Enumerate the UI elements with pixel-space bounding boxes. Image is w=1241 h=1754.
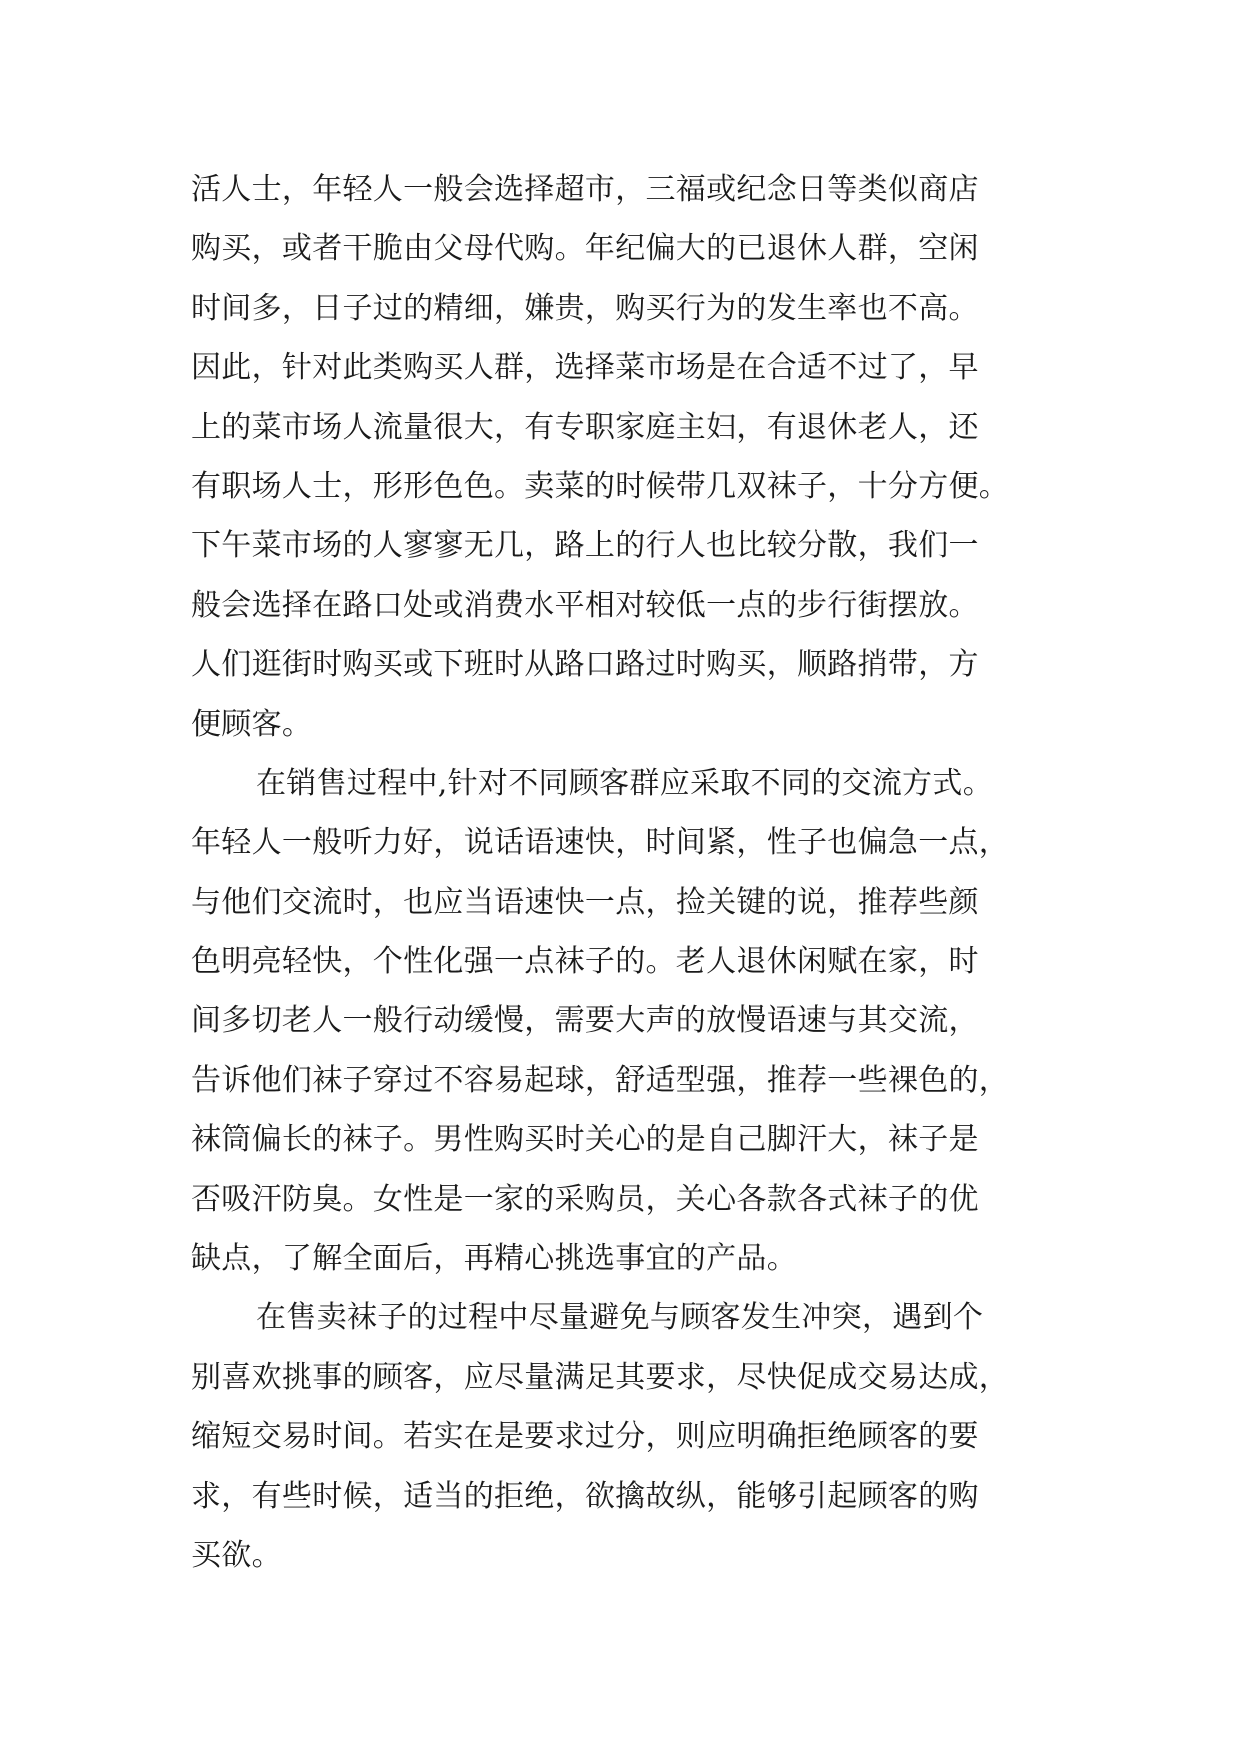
text-line: 购买，或者干脆由父母代购。年纪偏大的已退休人群，空闲 (191, 231, 979, 267)
text-line: 因此，针对此类购买人群，选择菜市场是在合适不过了，早 (191, 350, 979, 386)
paragraph-first-line: 在销售过程中,针对不同顾客群应采取不同的交流方式。 (256, 765, 994, 801)
text-line: 买欲。 (191, 1537, 282, 1573)
text-line: 告诉他们袜子穿过不容易起球，舒适型强，推荐一些裸色的， (191, 1062, 1010, 1098)
text-line: 人们逛街时购买或下班时从路口路过时购买，顺路捎带，方 (191, 647, 979, 683)
text-line: 般会选择在路口处或消费水平相对较低一点的步行街摆放。 (191, 587, 979, 623)
text-line: 上的菜市场人流量很大，有专职家庭主妇，有退休老人，还 (191, 409, 979, 445)
paragraph-first-line: 在售卖袜子的过程中尽量避免与顾客发生冲突，遇到个 (256, 1300, 984, 1336)
body-text (191, 160, 1071, 1585)
text-line: 活人士，年轻人一般会选择超市，三福或纪念日等类似商店 (191, 172, 979, 207)
text-line: 与他们交流时，也应当语速快一点，捡关键的说，推荐些颜 (191, 884, 979, 920)
text-line: 间多切老人一般行动缓慢，需要大声的放慢语速与其交流， (191, 1003, 979, 1039)
text-line: 有职场人士，形形色色。卖菜的时候带几双袜子，十分方便。 (191, 468, 1010, 504)
text-line: 时间多，日子过的精细，嫌贵，购买行为的发生率也不高。 (191, 290, 979, 326)
text-line: 年轻人一般听力好，说话语速快，时间紧，性子也偏急一点， (191, 825, 1010, 861)
text-line: 缺点，了解全面后，再精心挑选事宜的产品。 (191, 1241, 797, 1277)
text-line: 缩短交易时间。若实在是要求过分，则应明确拒绝顾客的要 (191, 1419, 979, 1455)
text-line: 袜筒偏长的袜子。男性购买时关心的是自己脚汗大，袜子是 (191, 1122, 979, 1158)
text-line: 求，有些时候，适当的拒绝，欲擒故纵，能够引起顾客的购 (191, 1478, 979, 1514)
text-line: 下午菜市场的人寥寥无几，路上的行人也比较分散，我们一 (191, 528, 979, 564)
text-line: 色明亮轻快，个性化强一点袜子的。老人退休闲赋在家，时 (191, 944, 979, 980)
text-line: 便顾客。 (191, 706, 313, 742)
text-line: 否吸汗防臭。女性是一家的采购员，关心各款各式袜子的优 (191, 1181, 979, 1217)
text-line: 别喜欢挑事的顾客，应尽量满足其要求，尽快促成交易达成， (191, 1359, 1010, 1395)
